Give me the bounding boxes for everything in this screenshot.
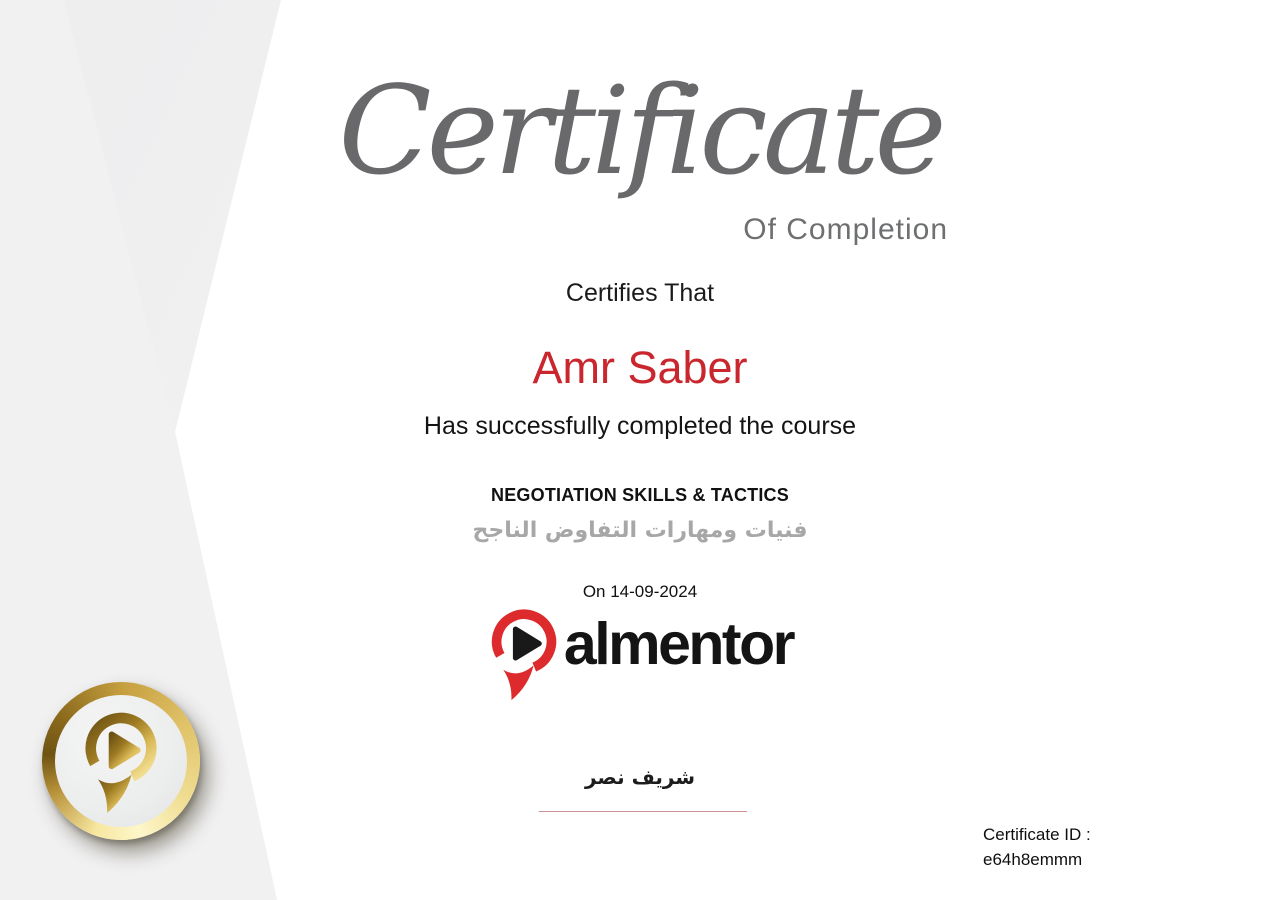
certificate-title: Certificate (338, 60, 942, 202)
completion-date: On 14-09-2024 (582, 582, 698, 601)
certificate-id-value: e64h8emmm (983, 850, 1083, 869)
gold-badge-disc (55, 695, 187, 827)
signature-line (539, 811, 747, 812)
completion-statement: Has successfully completed the course (423, 412, 857, 440)
almentor-logo (0, 606, 1280, 704)
recipient-name: Amr Saber (532, 342, 748, 393)
certificate-id-label: Certificate ID : (983, 825, 1091, 844)
gold-badge (42, 682, 200, 840)
course-title-arabic: فنيات ومهارات التفاوض الناجح (472, 518, 808, 543)
signature-name: شريف نصر (584, 765, 696, 789)
almentor-wordmark: almentor (563, 611, 794, 677)
gold-play-bubble-icon (80, 709, 162, 817)
certificate-id-block (983, 822, 1091, 872)
almentor-play-bubble-icon (487, 606, 561, 704)
certificate-subtitle: Of Completion (743, 213, 948, 246)
certifies-that-label: Certifies That (565, 279, 715, 307)
course-title-english: NEGOTIATION SKILLS & TACTICS (491, 485, 789, 505)
